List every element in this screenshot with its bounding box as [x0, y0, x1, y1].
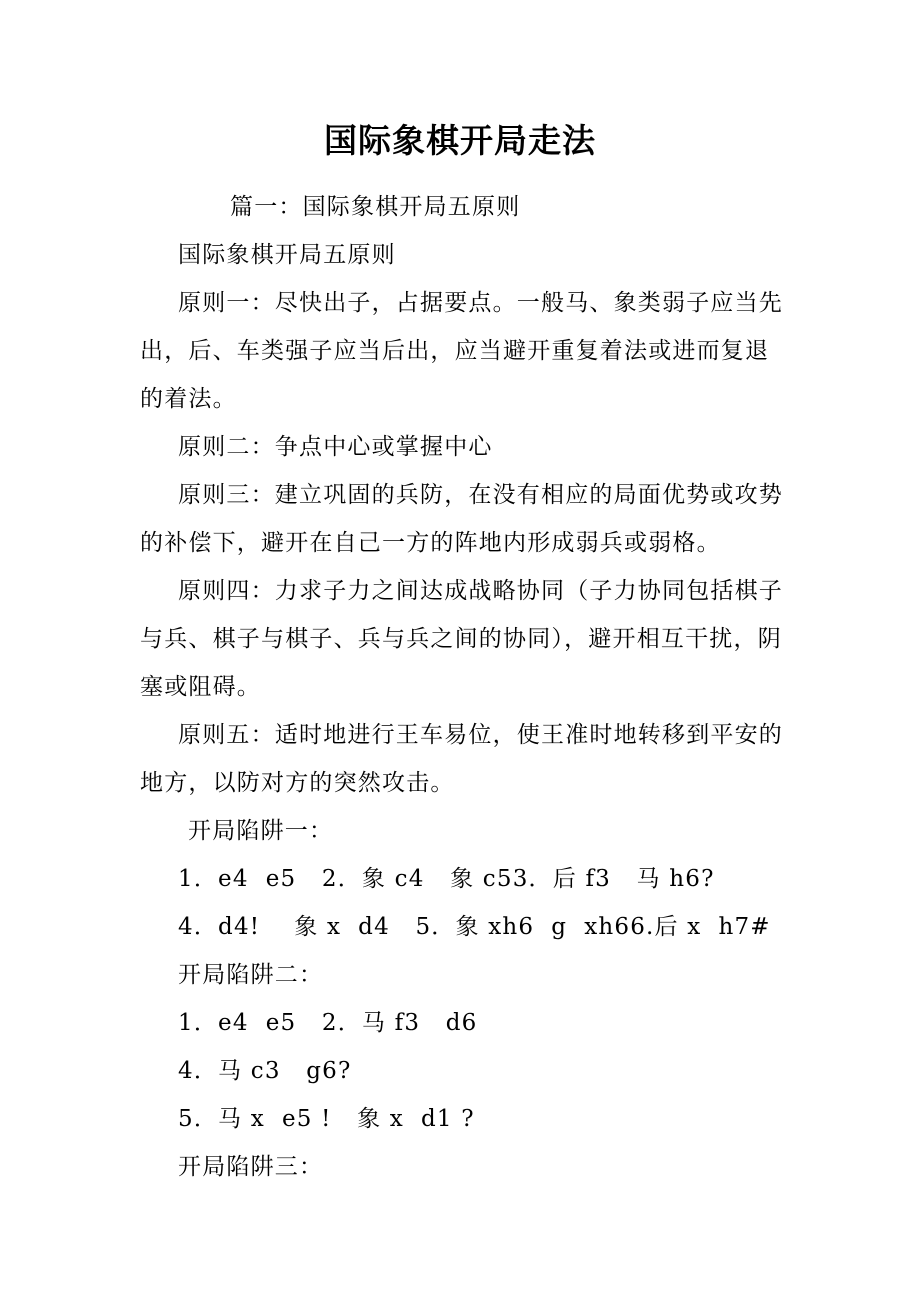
principle-four: 原则四：力求子力之间达成战略协同（子力协同包括棋子与兵、棋子与棋子、兵与兵之间的协同），避开相互干扰，阴塞或阻碍。 — [140, 578, 783, 700]
principle-two: 原则二：争点中心或掌握中心 — [178, 434, 493, 460]
principle-three: 原则三：建立巩固的兵防，在没有相应的局面优势或攻势的补偿下，避开在自己一方的阵地内形成弱兵或弱格。 — [140, 482, 783, 556]
trap-two-moves-line-3: 5．马 x e5 ! 象 x d1 ? — [178, 1106, 475, 1132]
trap-two-moves-line-2: 4．马 c3 g6? — [178, 1058, 352, 1084]
trap-two-moves-line-1: 1．e4 e5 2．马 f3 d6 — [178, 1010, 478, 1036]
principle-five: 原则五：适时地进行王车易位，使王准时地转移到平安的地方，以防对方的突然攻击。 — [140, 722, 783, 796]
document-title: 国际象棋开局走法 — [324, 121, 596, 160]
principle-one: 原则一：尽快出子，占据要点。一般马、象类弱子应当先出，后、车类强子应当后出，应当避开重复着法或进而复退的着法。 — [140, 290, 783, 412]
section-heading: 篇一：国际象棋开局五原则 — [230, 194, 521, 220]
trap-two-label: 开局陷阱二： — [178, 962, 324, 988]
document-body — [140, 183, 788, 1191]
trap-one-label: 开局陷阱一： — [188, 818, 334, 844]
trap-three-label: 开局陷阱三： — [178, 1154, 324, 1180]
trap-one-moves-line-1: 1．e4 e5 2．象 c4 象 c53．后 f3 马 h6? — [178, 866, 715, 892]
trap-one-moves-line-2: 4．d4! 象 x d4 5．象 xh6 g xh66.后 x h7# — [178, 914, 771, 940]
subheading: 国际象棋开局五原则 — [178, 242, 396, 268]
